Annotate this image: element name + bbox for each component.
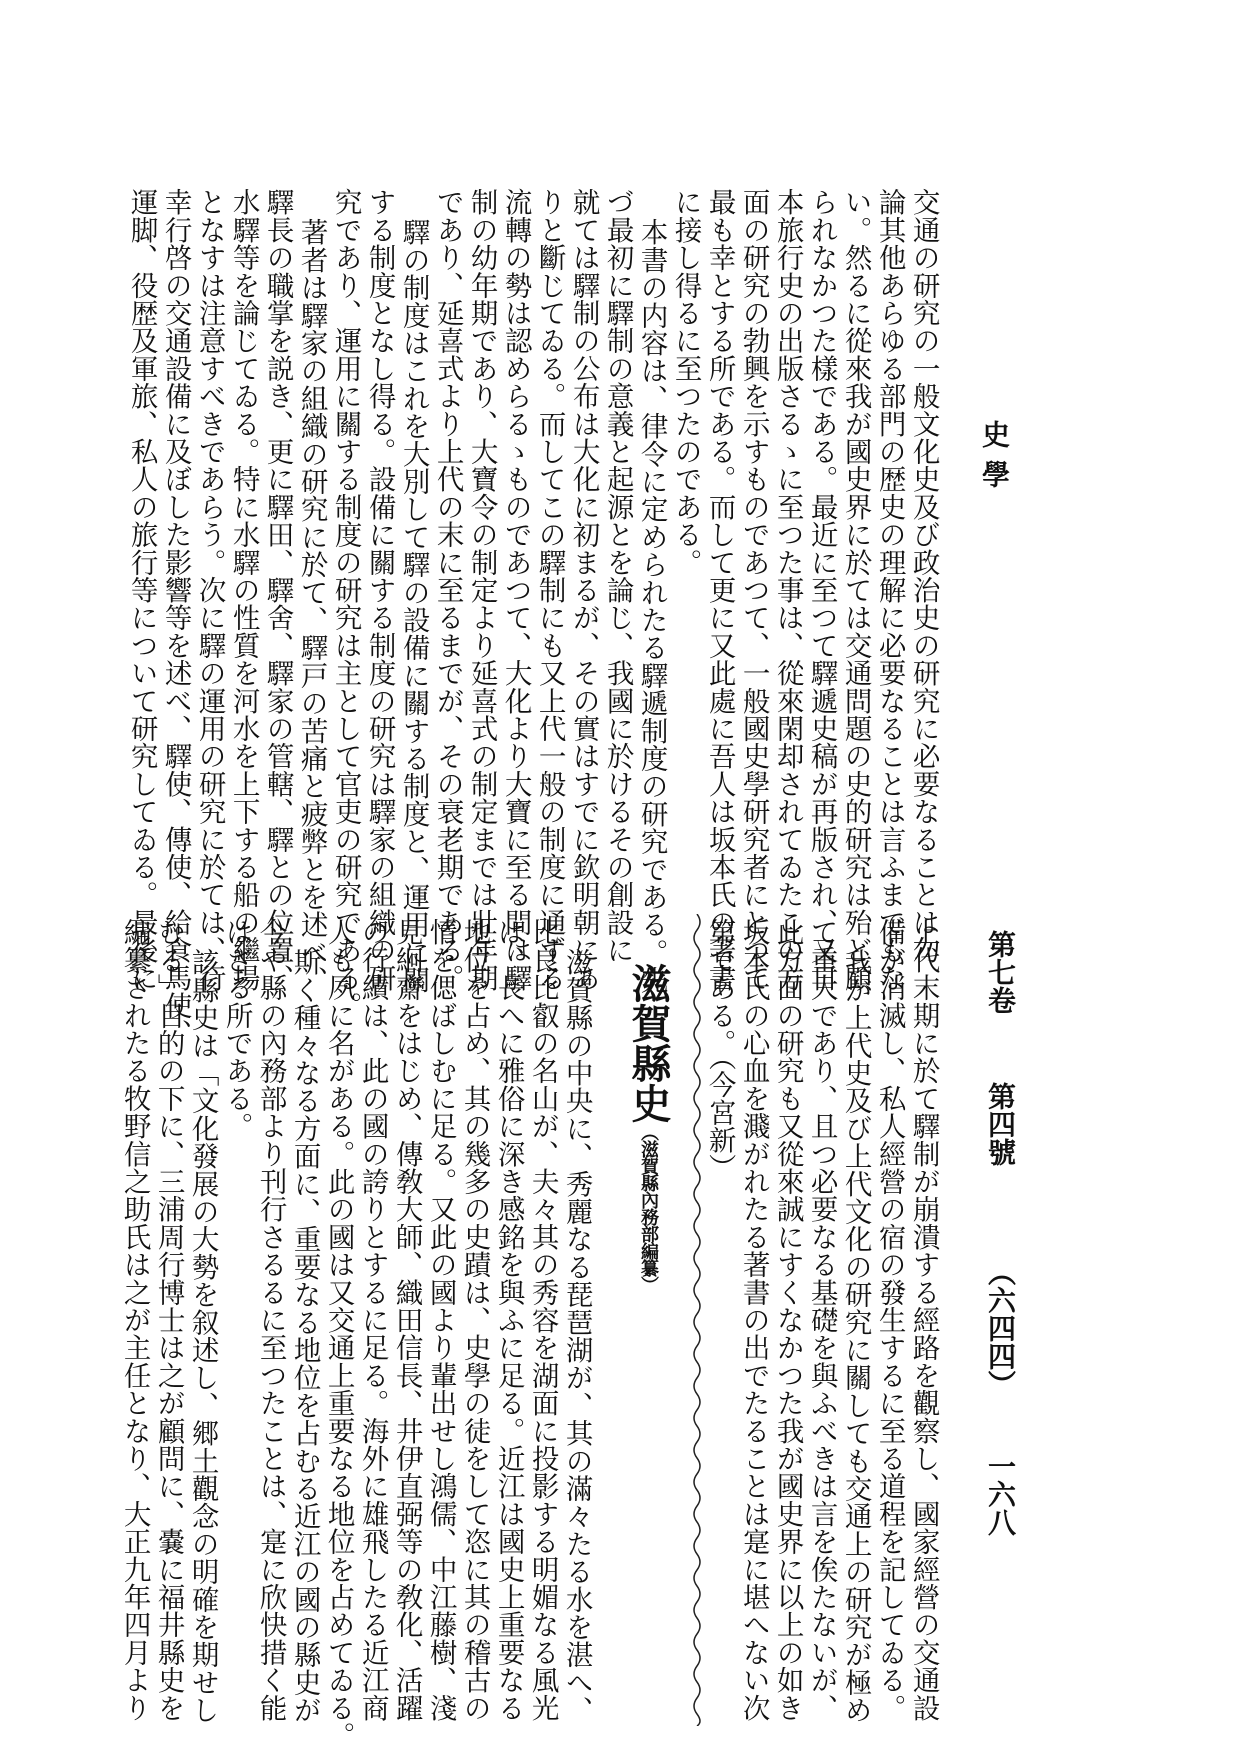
text-line: 最も幸とする所である。而して更に又此處に吾人は坂本氏の著書 bbox=[703, 188, 736, 992]
text-line: 情を偲ばしむに足る。又此の國より輩出せし鴻儒、中江藤樹、淺 bbox=[424, 918, 457, 1722]
text-line: はざる所である。 bbox=[220, 918, 253, 1140]
text-line: られなかつた樣である。最近に至つて驛遞史稿が再版され、又日 bbox=[805, 188, 838, 992]
text-line: 面の研究の勃興を示すものであつて、一般國史學研究者にとつて bbox=[737, 188, 770, 992]
text-line: 備が消滅し、私人經營の宿の發生するに至る道程を記してゐる。 bbox=[873, 918, 906, 1722]
text-line: であり、延喜式より上代の末に至るまでが、その衰老期である。 bbox=[431, 188, 464, 992]
text-line: 水驛等を論じてゐる。特に水驛の性質を河水を上下する船の繼場 bbox=[227, 188, 260, 992]
text-line: 滋賀縣の中央に、秀麗なる琵琶湖が、其の滿々たる水を湛へ、 bbox=[560, 948, 593, 1724]
text-line: 地位を占め、其の幾多の史蹟は、史學の徒をして恣に其の稽古の bbox=[458, 918, 491, 1722]
text-line: い。然るに從來我が國史界に於ては交通問題の史的研究は殆ど顧 bbox=[839, 188, 872, 992]
text-line: 上代末期に於て驛制が崩潰する經路を觀察し、國家經營の交通設 bbox=[907, 918, 940, 1722]
text-line: 該縣史は「文化發展の大勢を叙述し、郷土觀念の明確を期せし bbox=[186, 948, 219, 1724]
text-line: 編纂されたる牧野信之助氏は之が主任となり、大正九年四月より bbox=[118, 918, 151, 1722]
text-line: むる」目的の下に、三浦周行博士は之が顧問に、嚢に福井縣史を bbox=[152, 918, 185, 1722]
page-number: 一六八 bbox=[984, 1452, 1017, 1536]
review-title: 滋賀縣史 bbox=[625, 963, 672, 1123]
text-line: 我が上代史及び上代文化の研究に關しても交通上の研究が極め bbox=[839, 948, 872, 1724]
text-line: 交通の研究の一般文化史及び政治史の研究に必要なることは勿 bbox=[907, 188, 940, 964]
text-line: 究であり、運用に關する制度の研究は主として官吏の研究である。 bbox=[329, 188, 362, 1019]
text-line: 今や縣の內務部より刊行さるるに至つたことは、寔に欣快措く能 bbox=[254, 918, 287, 1722]
text-line: する制度となし得る。設備に關する制度の研究は驛家の組織の研 bbox=[363, 188, 396, 992]
review-editor-note: （滋賀縣內務部編纂） bbox=[638, 1123, 659, 1293]
text-line: 流轉の勢は認めらるゝものであつて、大化より大寶に至る間は驛 bbox=[499, 188, 532, 992]
text-line: 幸行啓の交通設備に及ぼした影響等を述べ、驛使、傳使、給食馬使、 bbox=[159, 188, 192, 1047]
text-line: に接し得るに至つたのである。 bbox=[669, 188, 702, 576]
text-line: は、長へに雅俗に深き感銘を與ふに足る。近江は國史上重要なる bbox=[492, 918, 525, 1722]
text-line: 第である。（今宮新） bbox=[703, 918, 736, 1182]
text-line: 本書の内容は、律令に定められたる驛遞制度の研究である。先 bbox=[635, 218, 668, 994]
text-line: となすは注意すべきであらう。次に驛の運用の研究に於ては、行 bbox=[193, 188, 226, 992]
text-line: 斯く種々なる方面に、重要なる地位を占むる近江の國の縣史が bbox=[288, 948, 321, 1724]
text-line: 制の幼年期であり、大寶令の制定より延喜式の制定までは壯年期 bbox=[465, 188, 498, 992]
journal-title: 史學 bbox=[978, 420, 1011, 500]
text-line: 運脚、役歴及軍旅、私人の旅行等について研究してゐる。最後に bbox=[125, 188, 158, 992]
text-line: 論其他あらゆる部門の歴史の理解に必要なることは言ふまでもな bbox=[873, 188, 906, 992]
text-line: 人も夙に名がある。此の國は又交通上重要なる地位を占めてゐる。 bbox=[322, 918, 355, 1749]
wavy-divider bbox=[690, 914, 704, 1726]
text-line: の行績は、此の國の誇りとするに足る。海外に雄飛したる近江商 bbox=[356, 918, 389, 1722]
issue-number: 第四號 bbox=[984, 1082, 1017, 1166]
text-line: 坂本氏の心血を濺がれたる著書の出でたることは寔に堪へない次 bbox=[737, 918, 770, 1722]
text-line: 比良比叡の名山が、夫々其の秀容を湖面に投影する明媚なる風光 bbox=[526, 918, 559, 1722]
volume-number: 第七卷 bbox=[984, 930, 1017, 1014]
text-line: 本旅行史の出版さるゝに至つた事は、從來閑却されてゐたこの方 bbox=[771, 188, 804, 992]
text-line: 著者は驛家の組織の研究に於て、驛戸の苦痛と疲弊とを述べ、 bbox=[295, 218, 328, 994]
review-heading bbox=[620, 963, 677, 1293]
serial-page-number: （六四四） bbox=[984, 1258, 1017, 1398]
text-line: 此方面の研究も又從來誠にすくなかつた我が國史界に以上の如き bbox=[771, 918, 804, 1722]
text-line: づ最初に驛制の意義と起源とを論じ、我國に於けるその創設に bbox=[601, 188, 634, 964]
text-line: 驛長の職掌を説き、更に驛田、驛舍、驛家の管轄、驛との位置、 bbox=[261, 188, 294, 992]
text-line: て重大であり、且つ必要なる基礎を與ふべきは言を俟たないが、 bbox=[805, 918, 838, 1722]
text-line: 就ては驛制の公布は大化に初まるが、その實はすでに欽明朝にあ bbox=[567, 188, 600, 992]
text-line: りと斷じてゐる。而してこの驛制にも又上代一般の制度に通ずる bbox=[533, 188, 566, 992]
text-line: 見絅齋をはじめ、傳敎大師、織田信長、井伊直弼等の敎化、活躍 bbox=[390, 918, 423, 1722]
text-line: 驛の制度はこれを大別して驛の設備に關する制度と、運用に關 bbox=[397, 218, 430, 994]
